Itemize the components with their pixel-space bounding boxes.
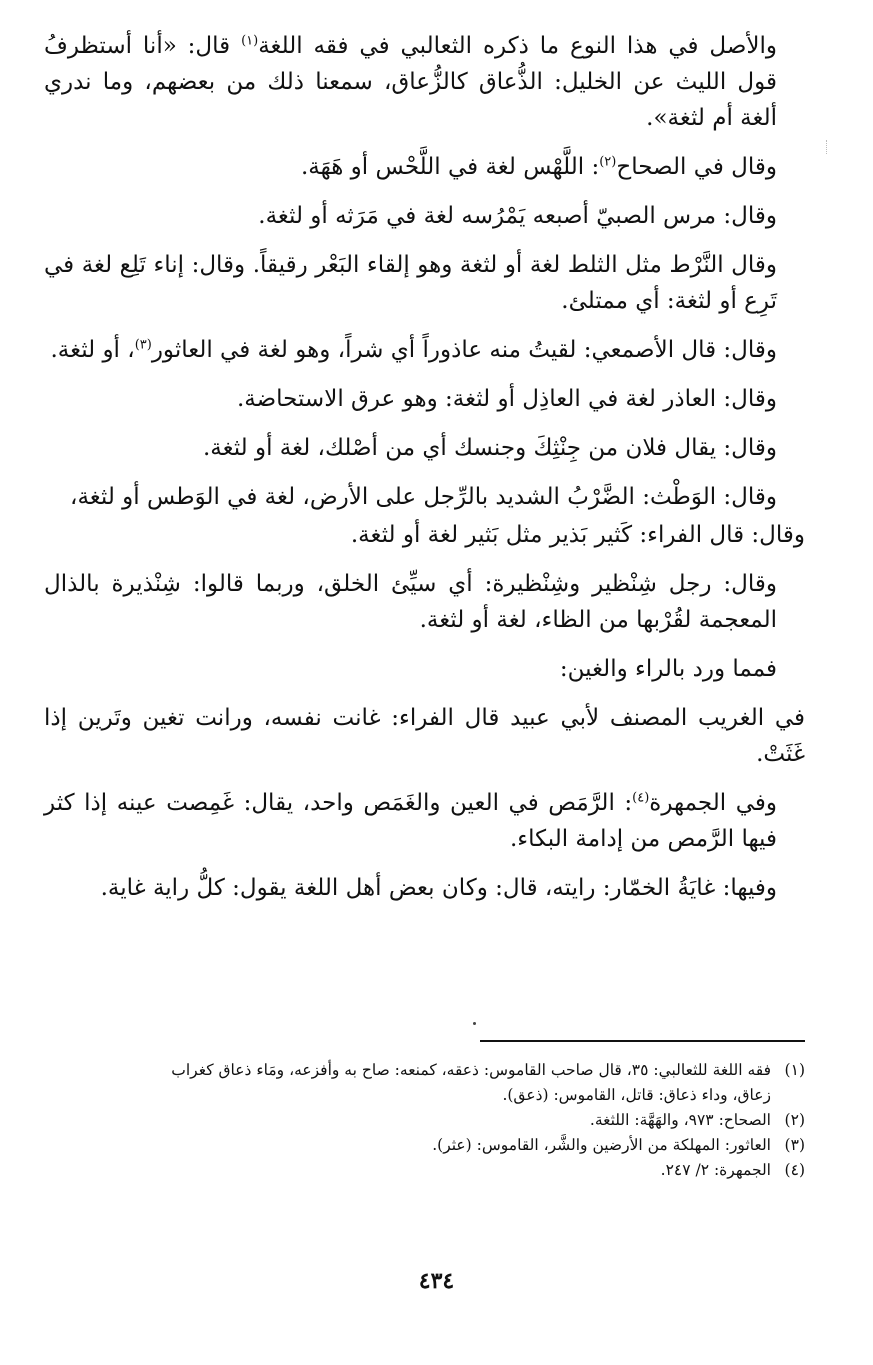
paragraph-14: وفيها: غايَةُ الخمّار: رايته، قال: وكان بعض أهل اللغة يقول: كلُّ راية غاية.	[100, 875, 777, 901]
footnote-ref-1[interactable]: (١)	[241, 33, 259, 49]
paragraph-9: وقال: قال الفراء: كَثير بَذير مثل بَثير لغة أو لثغة.	[350, 522, 805, 548]
footnote-ref-3[interactable]: (٣)	[134, 337, 152, 353]
paragraph-5: وقال: قال الأصمعي: لقيتُ منه عاذوراً أي شراً، وهو لغة في العاثور$^{(٣)}$، أو لثغة.	[50, 337, 777, 363]
section-heading: فمما ورد بالراء والغين:	[559, 656, 777, 682]
paragraph-6: وقال: العاذر لغة في العاذِل أو لثغة: وهو عرق الاستحاضة.	[236, 386, 777, 412]
footnote-3: (٣)العاثور: المهلكة من الأرضين والشَّر، القاموس: (عثر).	[432, 1136, 805, 1154]
paragraph-7: وقال: يقال فلان من جِنْثِكَ وجنسك أي من أصْلك، لغة أو لثغة.	[202, 435, 777, 461]
main-text	[44, 28, 805, 919]
paragraph-8: وقال: الوَطْث: الضَّرْبُ الشديد بالرِّجل على الأرض، لغة في الوَطس أو لثغة،	[70, 484, 777, 510]
footnote-4: (٤)الجمهرة: ٢/ ٢٤٧.	[660, 1161, 805, 1179]
footnotes	[44, 1058, 805, 1183]
paragraph-10: وقال: رجل شِنْظير وشِنْظيرة: أي سيِّئ الخلق، وربما قالوا: شِنْذيرة بالذال المعجمة لقُرْبها من الظاء، لغة أو لثغة.	[44, 571, 777, 633]
footnote-2: (٢)الصحاح: ٩٧٣، والهَهَّة: اللثغة.	[589, 1111, 805, 1129]
page-number: ٤٣٤	[418, 1268, 455, 1294]
paragraph-3: وقال: مرس الصبيّ أصبعه يَمْرُسه لغة في مَرَثه أو لثغة.	[258, 203, 777, 229]
footnote-separator	[480, 1040, 805, 1042]
stray-dot	[473, 1022, 476, 1025]
paragraph-12: في الغريب المصنف لأبي عبيد قال الفراء: غانت نفسه، ورانت تغين وتَرين إذا غَثَتْ.	[44, 705, 805, 767]
paragraph-4: وقال النَّرْط مثل الثلط لغة أو لثغة وهو إلقاء البَعْر رقيقاً. وقال: إناء تَلِع لغة في تَرِع أو لثغة: أي ممتلئ.	[44, 252, 777, 314]
footnote-ref-2[interactable]: (٢)	[599, 154, 617, 170]
footnote-1: (١)فقه اللغة للثعالبي: ٣٥، قال صاحب القاموس: ذعقه، كمنعه: صاح به وأفزعه، ومَاء ذعاق كغراب زعاق، وداء ذعاق: قاتل، القاموس: (ذعق).	[171, 1061, 805, 1104]
margin-mark	[826, 140, 828, 154]
paragraph-1: والأصل في هذا النوع ما ذكره الثعالبي في فقه اللغة$^{(١)}$ قال: «أنا أستظرفُ قول الليث عن الخليل: الذُّعاق كالزُّعاق، سمعنا ذلك من بعضهم، وما ندري ألغة أم لثغة».	[44, 33, 777, 131]
footnote-ref-4[interactable]: (٤)	[632, 790, 650, 806]
paragraph-13: وفي الجمهرة$^{(٤)}$: الرَّمَص في العين والغَمَص واحد، يقال: غَمِصت عينه إذا كثر فيها الرَّمص من إدامة البكاء.	[44, 790, 777, 852]
paragraph-2: وقال في الصحاح$^{(٢)}$: اللَّهْس لغة في اللَّحْس أو هَهَة.	[301, 154, 777, 180]
